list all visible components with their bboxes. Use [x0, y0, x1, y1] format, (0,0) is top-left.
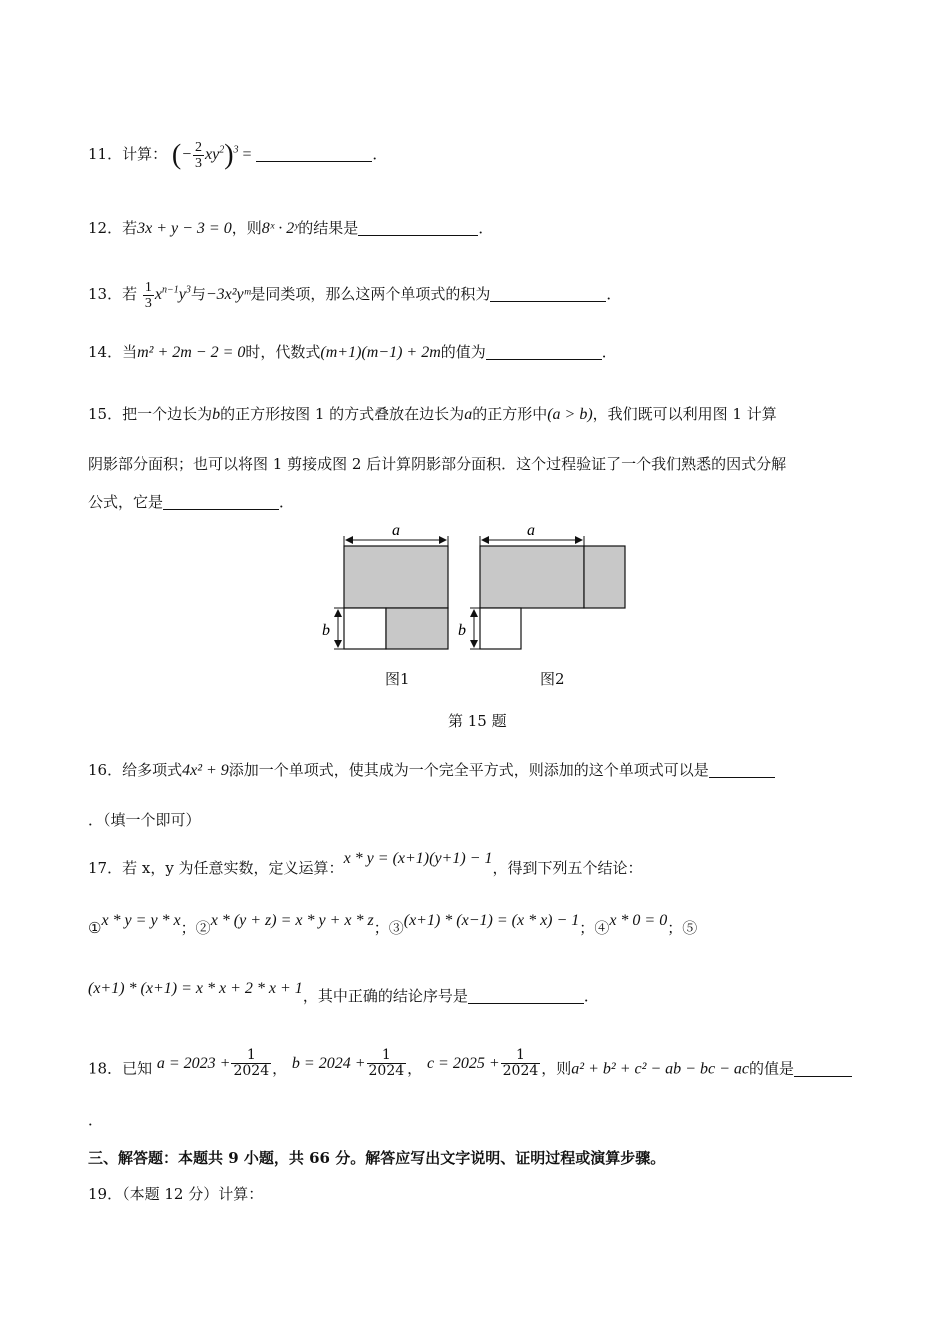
fig1-label-b: b [322, 622, 330, 639]
question-13: 13．若 $\frac{1}{3}$ $x^{n-1}y^3$与−3x²yᵐ是同类项，那么这两个单项式的积为 ． [88, 280, 622, 311]
fig2-square-b [480, 608, 521, 649]
fig2-label-b: b [458, 622, 466, 639]
question-16-cont: ．（填一个即可） [88, 811, 201, 829]
fig1-label-a: a [392, 522, 400, 539]
fig2-caption: 图2 [540, 670, 565, 688]
figure-2 [458, 522, 625, 649]
q13-monomial-1: $\frac{1}{3}$ $x^{n-1}y^3$ [144, 280, 191, 311]
section-3-heading: 三、解答题：本题共 9 小题，共 66 分。解答应写出文字说明、证明过程或演算步骤。 [88, 1149, 666, 1167]
question-18: 18．已知 a = 2023 + $\frac{1}{2024}$ ， b = 2024 + $\frac{1}{2024}$ ， c = 2025 + $\frac{1}{2024}$ ，则a² + b² + c² − ab − bc − ac的值是 [88, 1054, 852, 1085]
question-17-line-3: (x+1) * (x+1) = x * x + 2 * x + 1，其中正确的结论序号是 ． [88, 980, 599, 1005]
fig1-shaded-top [344, 546, 448, 608]
question-16: 16．给多项式4x² + 9添加一个单项式，使其成为一个完全平方式，则添加的这个单项式可以是 [88, 758, 775, 783]
question-17: 17．若 x，y 为任意实数，定义运算：x * y = (x+1)(y+1) − 1，得到下列五个结论： [88, 850, 643, 877]
question-11: 11．计算： (− $\frac{2}{3}$ $xy^2)^3$ = ． [88, 139, 388, 171]
question-12: 12．若3x + y − 3 = 0，则8ˣ · 2ʸ的结果是 ． [88, 219, 494, 237]
question-15-line-3: 公式，它是 ． [88, 493, 295, 511]
figure-15-title: 第 15 题 [448, 712, 507, 730]
q17-answer-blank[interactable] [468, 987, 584, 1004]
q11-answer-blank[interactable] [256, 145, 372, 162]
q18-answer-blank[interactable] [794, 1060, 852, 1077]
q14-answer-blank[interactable] [486, 343, 602, 360]
fig2-label-a: a [527, 522, 535, 539]
question-15-line-2: 阴影部分面积；也可以将图 1 剪接成图 2 后计算阴影部分面积．这个过程验证了一个我们熟悉的因式分解 [88, 455, 787, 473]
question-14: 14．当m² + 2m − 2 = 0时，代数式(m+1)(m−1) + 2m的值为 ． [88, 343, 617, 361]
figure-15 [300, 518, 660, 678]
fig1-square-b [344, 608, 386, 649]
question-17-conclusions: ①x * y = y * x；②x * (y + z) = x * y + x * z；③(x+1) * (x−1) = (x * x) − 1；④x * 0 = 0；⑤ [88, 912, 698, 937]
fig1-shaded-bottom [386, 608, 448, 649]
question-18-cont: ． [88, 1111, 104, 1129]
q13-answer-blank[interactable] [490, 285, 606, 302]
fig1-caption: 图1 [385, 670, 410, 688]
q16-answer-blank[interactable] [709, 761, 775, 778]
question-15-line-1: 15．把一个边长为b的正方形按图 1 的方式叠放在边长为a的正方形中(a > b)，我们既可以利用图 1 计算 [88, 405, 777, 423]
fig2-shaded-moved [584, 546, 625, 608]
figure-1 [322, 522, 448, 649]
fig2-shaded-main [480, 546, 584, 608]
q11-expression: (− $\frac{2}{3}$ $xy^2)^3$ = [171, 139, 252, 171]
question-19: 19．（本题 12 分）计算： [88, 1185, 264, 1203]
q12-answer-blank[interactable] [358, 219, 478, 236]
q15-answer-blank[interactable] [163, 493, 279, 510]
